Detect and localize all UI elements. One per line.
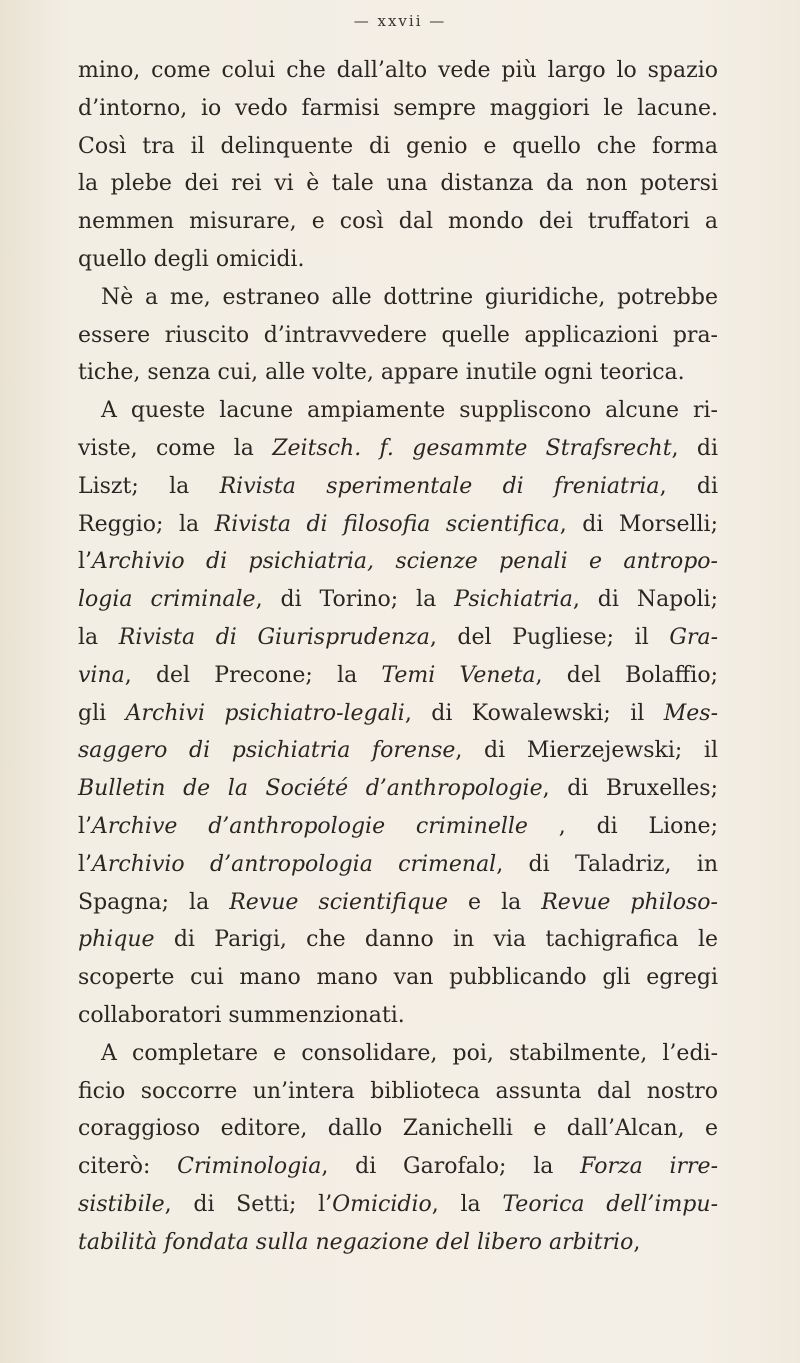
text-line <box>78 1073 718 1111</box>
italic-title: Zeitsch. f. gesammte Strafsrecht <box>272 435 672 461</box>
text-line <box>78 1110 718 1148</box>
text-line <box>78 1035 718 1073</box>
italic-title: vina <box>78 662 125 688</box>
text-run: , di Napoli; <box>572 587 718 613</box>
italic-title: saggero di psichiatria forense <box>78 738 456 764</box>
text-line <box>78 921 718 959</box>
text-line <box>78 619 718 657</box>
text-run: scoperte cui mano mano van pubblicando gli egregi <box>78 965 718 991</box>
text-run: nemmen misurare, e così dal mondo dei truffatori a <box>78 209 718 235</box>
text-run: tiche, senza cui, alle volte, appare inutile ogni teorica. <box>78 360 685 386</box>
italic-title: Bulletin de la Société d’anthropologie <box>78 776 543 802</box>
text-line <box>78 392 718 430</box>
text-run: viste, come la <box>78 435 273 461</box>
text-run: gli <box>78 700 126 726</box>
text-line <box>78 241 718 279</box>
italic-title: tabilità fondata sulla negazione del libero arbitrio <box>78 1229 634 1255</box>
text-run: , di Setti; l’ <box>164 1191 333 1217</box>
italic-title: Rivista di filosofia scientifica <box>214 511 560 537</box>
text-run: , di <box>659 473 719 499</box>
text-line <box>78 581 718 619</box>
text-run: , di Bruxelles; <box>542 776 719 802</box>
text-line <box>78 279 718 317</box>
text-line <box>78 52 718 90</box>
text-run: la <box>78 624 119 650</box>
text-line <box>78 165 718 203</box>
italic-title: Mes- <box>663 700 719 726</box>
text-line <box>78 468 718 506</box>
italic-title: Rivista sperimentale di freniatria <box>219 473 660 499</box>
text-run: , di Garofalo; la <box>321 1154 581 1180</box>
italic-title: Archivi psichiatro-legali <box>125 700 405 726</box>
text-run: , di Lione; <box>527 813 718 839</box>
text-run: , la <box>431 1191 503 1217</box>
text-line <box>78 732 718 770</box>
text-run: , di Taladriz, in <box>496 851 718 877</box>
text-line <box>78 203 718 241</box>
text-run: A completare e consolidare, poi, stabilmente, l’edi- <box>101 1040 718 1066</box>
text-run: , di Mierzejewski; il <box>455 738 718 764</box>
text-run: essere riuscito d’intravvedere quelle applicazioni pra- <box>78 322 718 348</box>
italic-title: Revue scientifique <box>229 889 449 915</box>
text-line <box>78 846 718 884</box>
text-line <box>78 128 718 166</box>
text-line <box>78 808 718 846</box>
text-run: , di <box>671 435 719 461</box>
italic-title: Revue philoso- <box>541 889 718 915</box>
italic-title: Teorica dell’impu- <box>502 1191 718 1217</box>
text-run: coraggioso editore, dallo Zanichelli e dall’Alcan, e <box>78 1116 718 1142</box>
italic-title: Archivio di psichiatria, scienze penali e antropo- <box>92 549 718 575</box>
text-run: , di Torino; la <box>255 587 455 613</box>
italic-title: Archive d’anthropologie criminelle <box>92 813 528 839</box>
text-line <box>78 997 718 1035</box>
text-run: Così tra il delinquente di genio e quello che forma <box>78 133 718 159</box>
text-line <box>78 1186 718 1224</box>
italic-title: Rivista di Giurisprudenza <box>118 624 430 650</box>
text-line <box>78 543 718 581</box>
italic-title: Archivio d’antropologia crimenal <box>92 851 497 877</box>
text-run: e la <box>448 889 542 915</box>
text-run: la plebe dei rei vi è tale una distanza da non potersi <box>78 171 718 197</box>
italic-title: Psichiatria <box>454 587 573 613</box>
text-line <box>78 1148 718 1186</box>
text-line <box>78 884 718 922</box>
italic-title: logia criminale <box>78 587 256 613</box>
text-run: Spagna; la <box>78 889 230 915</box>
text-run: l’ <box>78 851 93 877</box>
text-line <box>78 695 718 733</box>
text-line <box>78 959 718 997</box>
text-run: , di Kowalewski; il <box>404 700 664 726</box>
italic-title: Temi Veneta <box>381 662 536 688</box>
text-line <box>78 430 718 468</box>
text-line <box>78 317 718 355</box>
text-run: mino, come colui che dall’alto vede più largo lo spazio <box>78 58 718 83</box>
text-run: , di Morselli; <box>559 511 719 537</box>
text-line <box>78 90 718 128</box>
text-run: , <box>633 1229 641 1255</box>
text-run: A queste lacune ampiamente suppliscono alcune ri- <box>101 398 718 424</box>
text-run: citerò: <box>78 1154 178 1180</box>
italic-title: Forza irre- <box>580 1154 718 1180</box>
text-run: l’ <box>78 813 93 839</box>
text-line <box>78 657 718 695</box>
page-number-header: — xxvii — <box>353 12 447 30</box>
italic-title: sistibile <box>78 1191 165 1217</box>
text-line <box>78 506 718 544</box>
text-run: l’ <box>78 549 93 575</box>
italic-title: Criminologia <box>177 1154 322 1180</box>
text-run: , del Bolaffio; <box>535 662 718 688</box>
text-run: d’intorno, io vedo farmisi sempre maggiori le lacune. <box>78 95 718 121</box>
italic-title: Gra- <box>669 624 719 650</box>
italic-title: phique <box>78 927 155 953</box>
text-run: , del Pugliese; il <box>429 624 670 650</box>
italic-title: Omicidio <box>332 1191 432 1217</box>
text-run: di Parigi, che danno in via tachigrafica le <box>154 927 718 953</box>
text-run: Nè a me, estraneo alle dottrine giuridiche, potrebbe <box>101 284 718 310</box>
text-line <box>78 354 718 392</box>
text-run: , del Precone; la <box>124 662 382 688</box>
text-run: quello degli omicidi. <box>78 246 305 272</box>
text-run: ficio soccorre un’intera biblioteca assunta dal nostro <box>78 1078 718 1104</box>
text-run: collaboratori summenzionati. <box>78 1002 405 1028</box>
text-line <box>78 770 718 808</box>
text-run: Liszt; la <box>78 473 220 499</box>
text-run: Reggio; la <box>78 511 215 537</box>
body-text <box>78 52 718 1262</box>
text-line <box>78 1224 718 1262</box>
